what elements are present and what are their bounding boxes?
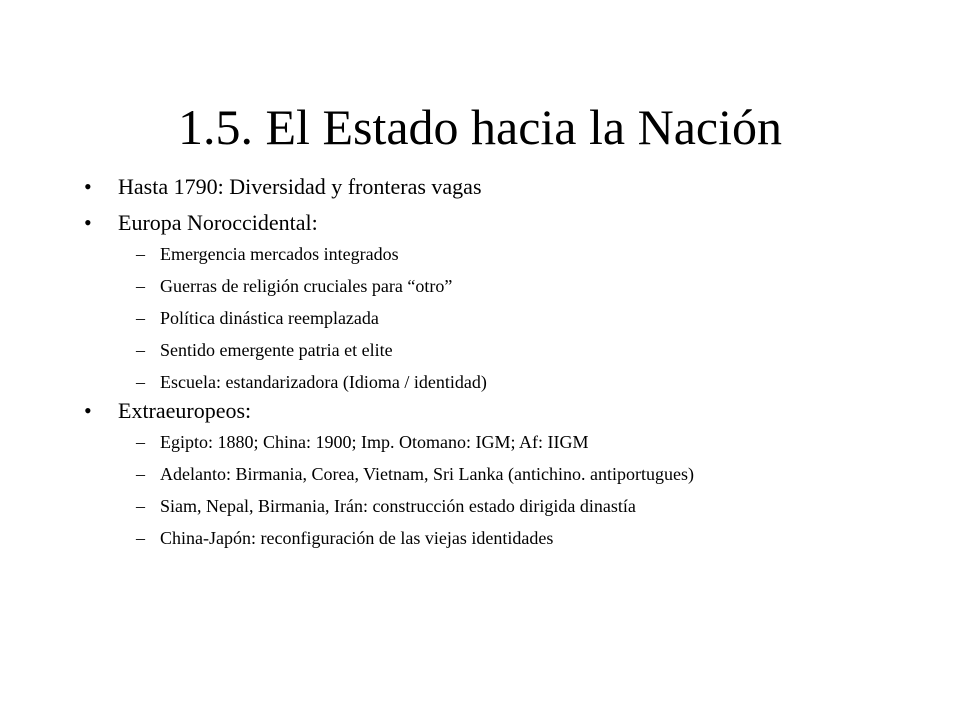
- sub-list: [84, 244, 904, 392]
- sub-item: [118, 464, 900, 484]
- bullet-item: [84, 396, 904, 426]
- sub-item: [118, 308, 900, 328]
- sub-item: [118, 496, 900, 516]
- dash-icon: –: [136, 244, 145, 264]
- sub-list: [84, 432, 904, 548]
- sub-item-text: Escuela: estandarizadora (Idioma / identidad): [160, 372, 487, 392]
- bullet-text: Hasta 1790: Diversidad y fronteras vagas: [118, 174, 482, 199]
- sub-item-text: China-Japón: reconfiguración de las viejas identidades: [160, 528, 554, 548]
- bullet-icon: •: [84, 398, 92, 423]
- bullet-text: Europa Noroccidental:: [118, 210, 318, 235]
- sub-item-text: Sentido emergente patria et elite: [160, 340, 393, 360]
- bullet-item: [84, 208, 904, 238]
- sub-item: [118, 276, 900, 296]
- dash-icon: –: [136, 464, 145, 484]
- sub-item: [118, 432, 900, 452]
- dash-icon: –: [136, 340, 145, 360]
- dash-icon: –: [136, 308, 145, 328]
- bullet-text: Extraeuropeos:: [118, 398, 252, 423]
- sub-item-text: Emergencia mercados integrados: [160, 244, 399, 264]
- sub-item-text: Siam, Nepal, Birmania, Irán: construcción estado dirigida dinastía: [160, 496, 636, 516]
- sub-list-container: [84, 244, 904, 392]
- bullet-list: [84, 172, 904, 552]
- sub-list-container: [84, 432, 904, 548]
- sub-item: [118, 244, 900, 264]
- sub-item-text: Política dinástica reemplazada: [160, 308, 379, 328]
- dash-icon: –: [136, 432, 145, 452]
- dash-icon: –: [136, 372, 145, 392]
- sub-item-text: Adelanto: Birmania, Corea, Vietnam, Sri Lanka (antichino. antiportugues): [160, 464, 694, 484]
- sub-item: [118, 372, 900, 392]
- dash-icon: –: [136, 276, 145, 296]
- bullet-item: [84, 172, 904, 202]
- dash-icon: –: [136, 496, 145, 516]
- sub-item-text: Guerras de religión cruciales para “otro”: [160, 276, 453, 296]
- dash-icon: –: [136, 528, 145, 548]
- slide-title: 1.5. El Estado hacia la Nación: [178, 99, 782, 155]
- bullet-icon: •: [84, 210, 92, 235]
- sub-item: [118, 528, 900, 548]
- sub-item: [118, 340, 900, 360]
- bullet-icon: •: [84, 174, 92, 199]
- sub-item-text: Egipto: 1880; China: 1900; Imp. Otomano: IGM; Af: IIGM: [160, 432, 589, 452]
